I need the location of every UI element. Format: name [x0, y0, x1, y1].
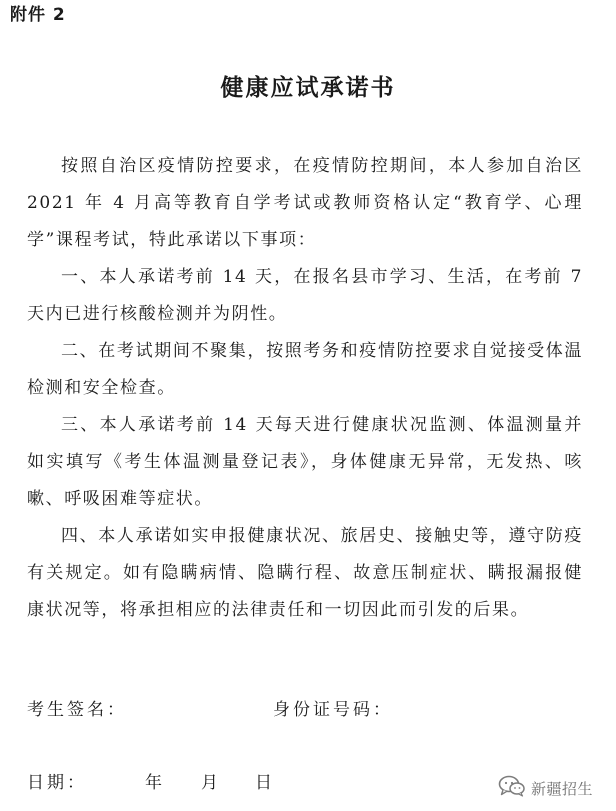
paragraph-item-3: 三、本人承诺考前 14 天每天进行健康状况监测、体温测量并如实填写《考生体温测量登记表》，身体健康无异常，无发热、咳嗽、呼吸困难等症状。 — [27, 415, 583, 509]
date-label: 日期： — [27, 773, 87, 793]
paragraph-item-1: 一、本人承诺考前 14 天，在报名县市学习、生活，在考前 7 天内已进行核酸检测并为阴性。 — [27, 267, 583, 324]
signature-row — [27, 693, 587, 727]
id-number-label: 身份证号码： — [273, 700, 393, 720]
wechat-icon — [498, 775, 526, 801]
candidate-signature-label: 考生签名： — [27, 700, 127, 720]
date-day-label: 日 — [255, 773, 275, 793]
document-title: 健康应试承诺书 — [220, 75, 396, 101]
document-body — [27, 148, 583, 629]
watermark-text: 新疆招生 — [531, 779, 594, 798]
paragraph-intro: 按照自治区疫情防控要求，在疫情防控期间，本人参加自治区 2021 年 4 月高等教育自学考试或教师资格认定“教育学、心理学”课程考试，特此承诺以下事项： — [27, 156, 583, 250]
paragraph-item-2: 二、在考试期间不聚集，按照考务和疫情防控要求自觉接受体温检测和安全检查。 — [27, 341, 583, 398]
date-month-label: 月 — [201, 773, 221, 793]
date-row — [27, 766, 327, 800]
date-year-label: 年 — [145, 773, 165, 793]
attachment-label: 附件 2 — [10, 5, 66, 25]
watermark — [498, 775, 593, 801]
paragraph-item-4: 四、本人承诺如实申报健康状况、旅居史、接触史等，遵守防疫有关规定。如有隐瞒病情、隐瞒行程、故意压制症状、瞒报漏报健康状况等，将承担相应的法律责任和一切因此而引发的后果。 — [27, 526, 583, 620]
